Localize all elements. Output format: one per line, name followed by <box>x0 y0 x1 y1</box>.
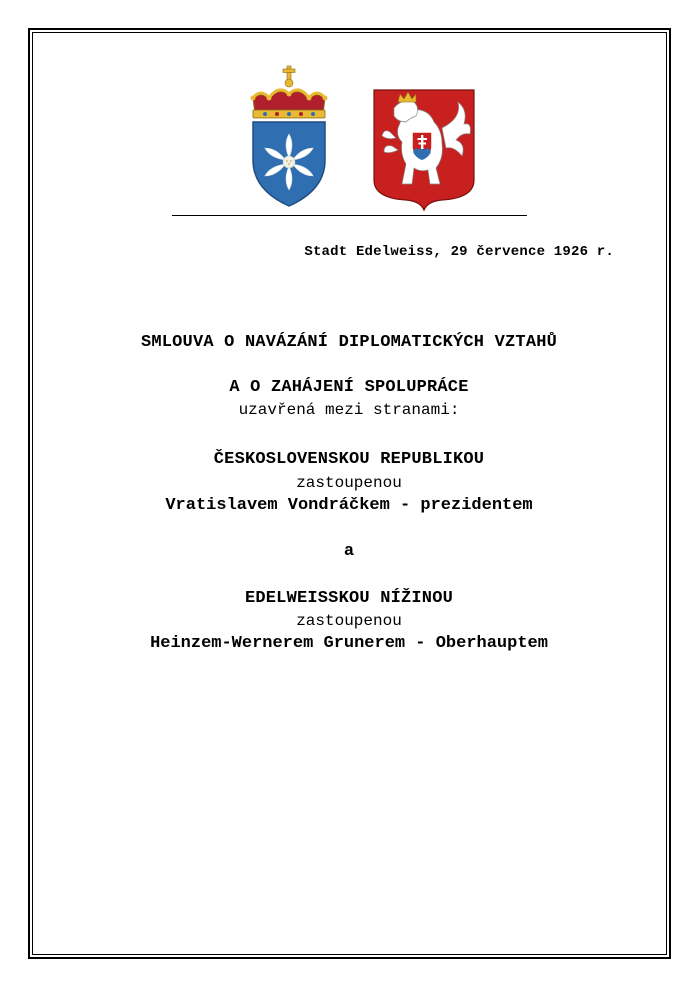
treaty-title-line2: A O ZAHÁJENÍ SPOLUPRÁCE <box>229 378 469 397</box>
edelweiss-coat-of-arms-icon <box>249 64 329 210</box>
conjunction-text: a <box>343 542 355 561</box>
party1-representative: Vratislavem Vondráčkem - prezidentem <box>165 496 533 515</box>
concluded-between-text: uzavřená mezi stranami: <box>238 401 460 419</box>
party2-name: EDELWEISSKOU NÍŽINOU <box>244 589 454 608</box>
party2-representative: Heinzem-Wernerem Grunerem - Oberhauptem <box>150 634 548 653</box>
place-and-date: Stadt Edelweiss, 29 července 1926 r. <box>304 244 614 260</box>
czechoslovak-coat-of-arms-icon <box>372 88 476 212</box>
party1-represented-text: zastoupenou <box>296 474 402 492</box>
party1-name: ČESKOSLOVENSKOU REPUBLIKOU <box>213 450 485 469</box>
header-divider <box>172 215 527 216</box>
page-border-inner <box>32 32 667 955</box>
treaty-title-line1: SMLOUVA O NAVÁZÁNÍ DIPLOMATICKÝCH VZTAHŮ <box>140 333 558 352</box>
party2-represented-text: zastoupenou <box>296 612 402 630</box>
